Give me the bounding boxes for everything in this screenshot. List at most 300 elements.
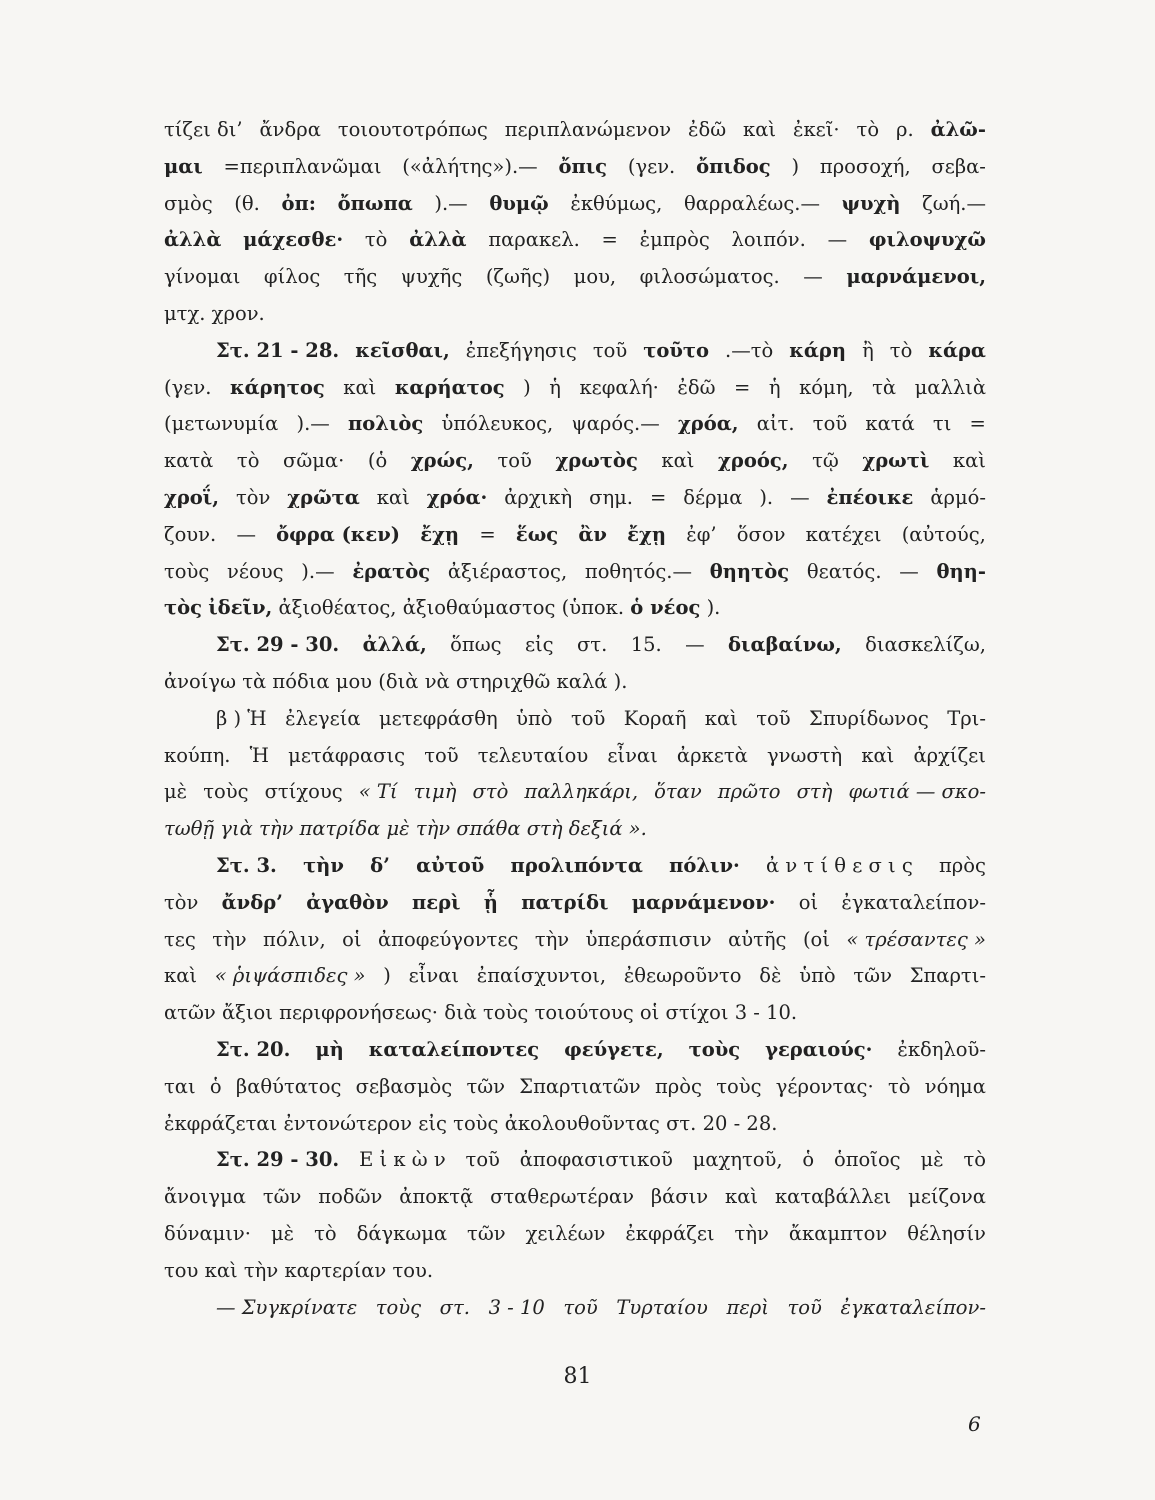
text-run: ἐμπρὸς	[639, 228, 710, 252]
text-run: ἐφ’	[686, 522, 717, 546]
text-run: τοιούτους	[534, 1001, 634, 1025]
text-run: ἐκθύμως,	[570, 191, 663, 215]
text-run: πόδια	[272, 669, 330, 693]
text-run: τοῦ	[497, 449, 532, 473]
text-run: ἡ	[549, 375, 561, 399]
text-line	[164, 296, 986, 333]
text-run: ὑπὸ	[799, 964, 836, 988]
text-run: λοιπόν.	[731, 228, 806, 252]
text-run: προσοχή,	[819, 154, 911, 178]
text-run: μαλλιὰ	[914, 375, 986, 399]
text-run: πρὸς	[654, 1074, 702, 1098]
text-line	[164, 222, 986, 259]
text-run: Σπυρίδωνος	[809, 706, 929, 730]
text-run: β ) Ἡ	[216, 706, 267, 730]
text-run: (μετωνυμία	[164, 412, 279, 436]
text-run: φωτιά — σκο-	[848, 780, 986, 804]
text-run: καὶ	[861, 743, 895, 767]
text-run: μὲ	[164, 780, 188, 804]
text-run: τοὺς	[203, 780, 249, 804]
text-line	[164, 811, 986, 848]
text-line	[164, 590, 986, 627]
text-run: =περιπλανῶμαι	[223, 154, 382, 178]
text-run: περὶ	[726, 1295, 769, 1319]
text-run: νόημα	[924, 1074, 986, 1098]
text-line	[164, 1216, 986, 1253]
text-line	[164, 333, 986, 370]
text-run: περιπλανώμενον	[504, 118, 672, 141]
text-run: Στ. 29 - 30.	[216, 1148, 340, 1172]
text-run: (ζωῆς)	[485, 265, 551, 289]
text-run: ποδῶν	[318, 1185, 383, 1209]
text-run: καταλείποντες	[368, 1037, 540, 1061]
text-run: ἐπέοικε	[826, 485, 914, 509]
text-run: στ.	[439, 1295, 470, 1319]
text-run: (διὰ	[378, 669, 419, 693]
text-line	[164, 480, 986, 517]
text-run: πόλιν·	[669, 853, 740, 877]
text-run: ἐκφράζεται	[164, 1111, 278, 1135]
text-run: ).	[613, 669, 628, 693]
text-run: ἄκαμπτον	[788, 1221, 888, 1245]
text-run: αὐτοῦ	[416, 853, 485, 877]
text-run: ὅπως	[450, 633, 502, 657]
text-line	[164, 406, 986, 443]
text-run: τοὺς	[716, 1074, 762, 1098]
text-run: φίλος	[263, 265, 321, 289]
text-run: χρόα,	[677, 412, 739, 436]
text-run: ὅσον	[736, 522, 786, 546]
text-run: ὄπιδος	[696, 154, 771, 178]
text-run: θυμῷ	[489, 191, 549, 215]
text-run: τὴν	[243, 1258, 279, 1282]
text-run: τοὺς	[688, 1037, 741, 1061]
text-run: =	[479, 522, 496, 546]
text-run: (θ.	[234, 191, 260, 215]
text-line	[164, 995, 986, 1032]
text-run: του.	[392, 1258, 434, 1282]
text-run: δάγκωμα	[356, 1221, 448, 1245]
text-run: κόμη,	[799, 375, 854, 399]
text-run: τοῦτο	[643, 338, 710, 362]
text-run: κατὰ	[164, 449, 214, 473]
text-run: « ῥιψάσπιδες »	[214, 964, 366, 988]
text-run: τὸ	[889, 338, 913, 362]
text-run: ἔχῃ	[627, 522, 667, 546]
text-run: περὶ	[411, 890, 461, 914]
text-run: ἀξιέραστος,	[447, 559, 568, 583]
text-run: τῶν	[262, 1185, 302, 1209]
text-run: )	[383, 964, 391, 988]
text-run: κάρη	[789, 338, 847, 362]
text-run: ).—	[296, 412, 330, 436]
text-run: Τυρταίου	[616, 1295, 708, 1319]
text-run: ὑπεράσπισιν	[585, 927, 712, 951]
text-run: πόλιν,	[263, 927, 326, 951]
text-run: « τρέσαντες »	[846, 927, 986, 951]
text-line	[164, 664, 986, 701]
text-line	[164, 554, 986, 591]
text-run: ἔχῃ	[420, 522, 460, 546]
text-run: αὐτῆς	[728, 927, 787, 951]
text-run: τοὺς	[375, 1295, 422, 1319]
text-run: ἕως	[515, 522, 559, 546]
text-run: ἀρκετὰ	[676, 743, 748, 767]
text-run: κατά	[865, 412, 915, 436]
text-run: φιλοψυχῶ	[868, 228, 986, 252]
text-run: )	[791, 154, 800, 178]
text-run: ποθητός.—	[584, 559, 693, 583]
text-run: (γεν.	[164, 375, 212, 399]
text-run: ψυχῆς	[400, 265, 463, 289]
text-run: τοὺς	[483, 1001, 529, 1025]
text-line	[164, 517, 986, 554]
text-run: ἀποφεύγοντες	[377, 927, 519, 951]
text-run: γεραιούς·	[765, 1037, 873, 1061]
text-line	[164, 1142, 986, 1179]
text-line	[164, 1032, 986, 1069]
text-run: θηη-	[936, 559, 986, 583]
text-run: εἰς	[524, 633, 554, 657]
text-run: —	[685, 633, 705, 657]
text-run: μετάφρασις	[288, 743, 406, 767]
text-run: 15.	[630, 633, 662, 657]
text-run: ἐλεγεία	[285, 706, 361, 730]
text-line	[164, 701, 986, 738]
body-text	[164, 112, 986, 1326]
text-run: θέλησίν	[907, 1221, 986, 1245]
text-run: —	[803, 265, 823, 289]
text-run: ἀ ν τ ί θ ε σ ι ς	[766, 853, 913, 877]
text-run: καὶ	[952, 449, 986, 473]
text-run: ἀλλὰ	[164, 228, 222, 252]
text-run: τὸν	[235, 485, 271, 509]
text-run: ἐθεωροῦντο	[623, 964, 742, 988]
text-run: τοῦ	[570, 706, 606, 730]
text-run: ἀλῶ-	[930, 118, 986, 141]
text-run: )	[523, 375, 531, 399]
text-run: διὰ	[444, 1001, 477, 1025]
text-run: δέρμα	[683, 485, 743, 509]
text-run: —	[827, 228, 848, 252]
text-run: μαι	[164, 154, 203, 178]
text-run: μαρνάμενοι,	[846, 265, 986, 289]
text-line	[164, 259, 986, 296]
text-run: σμὸς	[164, 191, 213, 215]
text-run: κάρα	[928, 338, 986, 362]
text-run: πρῶτο	[717, 780, 781, 804]
text-run: θεατός.	[806, 559, 882, 583]
text-run: ὀπ:	[281, 191, 316, 215]
text-run: (ὁ	[367, 449, 388, 473]
text-run: ἀρχικὴ	[504, 485, 573, 509]
text-run: κεῖσθαι,	[355, 338, 450, 362]
text-run: ἐδῶ	[688, 118, 727, 141]
text-run: Στ. 20.	[216, 1037, 291, 1061]
text-run: ἀξιοθέατος,	[278, 596, 397, 620]
text-run: μτχ. χρον.	[164, 301, 265, 325]
text-run: τὴν	[734, 1221, 769, 1245]
text-run: καὶ	[164, 964, 198, 988]
text-run: ἐπαίσχυντοι,	[476, 964, 607, 988]
text-run: τοῦ	[756, 706, 791, 730]
text-run: « Τί	[358, 780, 398, 804]
text-run: καρτερίαν	[284, 1258, 387, 1282]
text-run: χρῶτα	[287, 485, 360, 509]
text-run: πολιὸς	[348, 412, 424, 436]
text-run: τοῦ	[563, 1295, 598, 1319]
text-run: σεβασμὸς	[355, 1074, 453, 1098]
text-line	[164, 774, 986, 811]
text-run: ἀξιοθαύμαστος	[402, 596, 556, 620]
text-run: προλιπόντα	[510, 853, 643, 877]
text-run: καὶ	[725, 1185, 759, 1209]
text-run: τῶν	[466, 1074, 505, 1098]
text-line	[164, 885, 986, 922]
text-run: ὁ νέος	[630, 596, 701, 620]
text-run: στὸ	[472, 780, 509, 804]
text-run: σεβα-	[931, 154, 986, 178]
text-run: καὶ	[376, 485, 410, 509]
text-run: Σπαρτι-	[909, 964, 986, 988]
text-run: τὸ	[856, 118, 880, 141]
text-run: στὴ	[796, 780, 833, 804]
text-run: καὶ	[661, 449, 695, 473]
text-run: δ’	[370, 853, 390, 877]
text-run: τι	[932, 412, 952, 436]
text-run: φιλοσώματος.	[639, 265, 780, 289]
text-run: κεφαλή·	[579, 375, 659, 399]
text-run: χειλέων	[525, 1221, 606, 1245]
text-run: τὴν	[212, 927, 247, 951]
text-run: ).	[706, 596, 721, 620]
text-run: θηητὸς	[709, 559, 790, 583]
text-run: ἐκδηλοῦ-	[897, 1037, 986, 1061]
text-run: ἐκεῖ·	[793, 118, 840, 141]
text-line	[164, 1290, 986, 1327]
text-run: βάσιν	[650, 1185, 709, 1209]
text-run: Στ. 3.	[216, 853, 277, 877]
text-run: τὸ	[963, 1148, 986, 1172]
text-line	[164, 627, 986, 664]
text-run: 20 - 28.	[702, 1111, 778, 1135]
text-run: ζουν.	[164, 522, 217, 546]
text-run: καταβάλλει	[774, 1185, 892, 1209]
text-run: τιμὴ	[413, 780, 457, 804]
text-run: ἢ	[862, 338, 874, 362]
text-run: καλά	[556, 669, 608, 693]
text-run: Στ. 21 - 28.	[216, 338, 340, 362]
text-run: οἱ	[639, 1001, 660, 1025]
text-run: —	[236, 522, 256, 546]
text-run: καὶ	[743, 118, 777, 141]
text-run: ἂν	[578, 522, 607, 546]
text-run: ἀνοίγω	[164, 669, 236, 693]
text-line	[164, 370, 986, 407]
text-run: ὑπὸ	[516, 706, 553, 730]
text-run: στ.	[577, 633, 608, 657]
text-run: (γεν.	[627, 154, 676, 178]
text-run: =	[734, 375, 751, 399]
text-run: Ἡ	[249, 743, 269, 767]
text-run: τὸ	[236, 449, 260, 473]
text-run: στηριχθῶ	[455, 669, 551, 693]
text-run: τῶν	[467, 1221, 506, 1245]
text-run: γνωστὴ	[766, 743, 843, 767]
text-run: διαβαίνω,	[728, 633, 842, 657]
text-run: διασκελίζω,	[865, 633, 986, 657]
text-run: αἰτ.	[756, 412, 795, 436]
text-run: ἀλλὰ	[409, 228, 467, 252]
text-run: καρήατος	[394, 375, 505, 399]
text-run: τὴν	[534, 927, 570, 951]
text-run: ᾗ	[483, 890, 498, 914]
text-run: =	[969, 412, 986, 436]
text-run: ἄξιοι	[221, 1001, 273, 1025]
text-run: τὸν	[164, 890, 199, 914]
text-run: ἐκφράζει	[625, 1221, 715, 1245]
text-run: ἐρατὸς	[352, 559, 431, 583]
text-run: σταθερωτέραν	[490, 1185, 634, 1209]
text-run: περιφρονήσεως·	[279, 1001, 438, 1025]
text-run: τῷ	[812, 449, 839, 473]
text-run: Ε ἰ κ ὼ ν	[359, 1148, 446, 1172]
text-run: οἱ	[342, 927, 362, 951]
text-run: στ.	[666, 1111, 697, 1135]
text-run: χρωτὶ	[862, 449, 930, 473]
text-run: νὰ	[424, 669, 450, 693]
text-run: σημ.	[589, 485, 634, 509]
text-run: (οἱ	[802, 927, 830, 951]
text-run: ἄνδρ’	[221, 890, 283, 914]
text-run: 3 - 10	[488, 1295, 545, 1319]
text-run: μείζονα	[908, 1185, 986, 1209]
text-run: τοῦ	[787, 1295, 822, 1319]
text-run: τὰ	[872, 375, 897, 399]
text-run: μὲ	[270, 1221, 295, 1245]
text-run: (αὐτούς,	[901, 522, 986, 546]
text-run: ται	[164, 1074, 196, 1098]
text-run: ἀποφασιστικοῦ	[519, 1148, 673, 1172]
text-run: χροός,	[718, 449, 789, 473]
text-run: τοὺς	[453, 1111, 499, 1135]
text-run: τες	[164, 927, 196, 951]
text-run: ἀλλά,	[362, 633, 427, 657]
text-run: εἶναι	[607, 743, 658, 767]
text-run: μου,	[573, 265, 617, 289]
text-run: εἶναι	[408, 964, 460, 988]
text-run: Σπαρτιατῶν	[519, 1074, 641, 1098]
text-run: τὸς	[164, 596, 203, 620]
text-run: τῆς	[343, 265, 378, 289]
text-run: τίζει δι’	[164, 118, 243, 141]
text-line	[164, 1106, 986, 1143]
text-run: =	[601, 228, 618, 252]
text-run: ἄνδρα	[259, 118, 321, 141]
text-line	[164, 848, 986, 885]
text-run: γέροντας·	[775, 1074, 874, 1098]
text-run: ἐντονώτερον	[283, 1111, 413, 1135]
text-run: μαχητοῦ,	[692, 1148, 783, 1172]
text-run: Κοραῆ	[623, 706, 687, 730]
text-run: — Συγκρίνατε	[216, 1295, 358, 1319]
text-line	[164, 1179, 986, 1216]
text-run: χρώς,	[410, 449, 474, 473]
text-run: ).	[759, 485, 774, 509]
text-run: ἀκολουθοῦντας	[504, 1111, 660, 1135]
text-run: ζωή.—	[922, 191, 986, 215]
text-run: ἰδεῖν,	[208, 596, 273, 620]
text-run: ὁ	[802, 1148, 815, 1172]
text-run: τὴν	[303, 853, 344, 877]
text-run: τοῦ	[812, 412, 848, 436]
text-run: του	[164, 1258, 199, 1282]
text-run: =	[649, 485, 667, 509]
text-run: μετεφράσθη	[378, 706, 498, 730]
text-run: τοῦ	[424, 743, 459, 767]
text-run: τωθῇ γιὰ τὴν πατρίδα μὲ τὴν σπάθα στὴ δεξιά ».	[164, 817, 647, 841]
text-run: ἐδῶ	[677, 375, 716, 399]
signature-mark: 6	[968, 1412, 981, 1436]
text-line	[164, 958, 986, 995]
text-run: νέους	[227, 559, 284, 583]
text-run: ἐπεξήγησις	[465, 338, 577, 362]
text-line	[164, 922, 986, 959]
text-run: πρὸς	[938, 853, 986, 877]
text-run: (ὑποκ.	[561, 596, 625, 620]
text-run: Στ. 29 - 30.	[216, 633, 340, 657]
text-line	[164, 1069, 986, 1106]
text-run: ὁ	[209, 1074, 222, 1098]
text-run: ὄφρα (κεν)	[276, 522, 401, 546]
text-run: μάχεσθε·	[243, 228, 344, 252]
text-run: τοῦ	[592, 338, 628, 362]
text-run: στίχοι	[665, 1001, 729, 1025]
text-line	[164, 738, 986, 775]
text-run: ἐγκαταλείπον-	[841, 890, 986, 914]
text-run: γίνομαι	[164, 265, 241, 289]
text-run: χροΐ,	[164, 485, 220, 509]
text-run: ἄνοιγμα	[164, 1185, 246, 1209]
text-run: ἡ	[768, 375, 781, 399]
text-run: δύναμιν·	[164, 1221, 251, 1245]
text-run: φεύγετε,	[564, 1037, 664, 1061]
text-run: Τρι-	[947, 706, 986, 730]
text-run: ὄπις	[558, 154, 608, 178]
page-number: 81	[563, 1364, 592, 1389]
text-run: ψυχὴ	[841, 191, 901, 215]
text-run: οἱ	[798, 890, 819, 914]
text-run: ὄπωπα	[337, 191, 413, 215]
text-run: τῶν	[853, 964, 892, 988]
text-line	[164, 443, 986, 480]
text-run: θαρραλέως.—	[683, 191, 820, 215]
text-run: τοῦ	[465, 1148, 500, 1172]
text-run: μαρνάμενον·	[631, 890, 776, 914]
text-run: ).—	[301, 559, 335, 583]
text-run: τὸ	[364, 228, 388, 252]
text-run: .—τὸ	[725, 338, 774, 362]
text-run: ρ.	[896, 118, 914, 141]
text-run: κάρητος	[229, 375, 325, 399]
text-run: ἀρχίζει	[913, 743, 986, 767]
text-line	[164, 112, 986, 149]
text-run: τὸ	[887, 1074, 911, 1098]
text-run: ψαρός.—	[571, 412, 660, 436]
text-run: μου	[335, 669, 373, 693]
text-run: —	[790, 485, 810, 509]
text-run: χρόα·	[426, 485, 488, 509]
